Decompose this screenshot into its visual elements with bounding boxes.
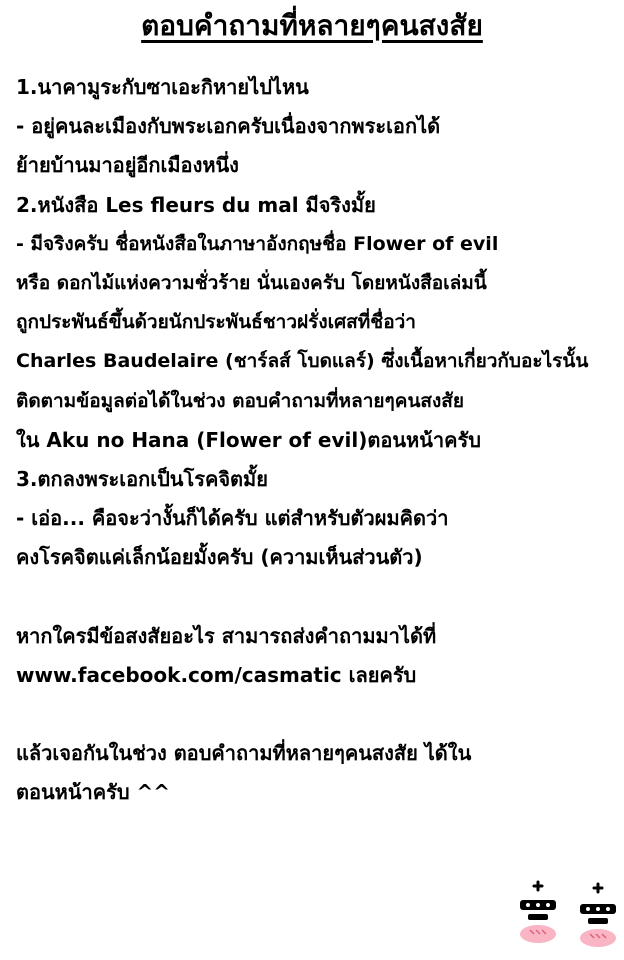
answer-2-line-1: - มีจริงครับ ชื่อหนังสือในภาษาอังกฤษชื่อ Flower of evil xyxy=(16,232,499,255)
answer-3-line-1: - เอ่อ... คือจะว่างั้นก็ได้ครับ แต่สำหรับตัวผมคิดว่า xyxy=(16,506,449,531)
question-3: 3.ตกลงพระเอกเป็นโรคจิตมั้ย xyxy=(16,466,268,491)
contact-line-2: www.facebook.com/casmatic เลยครับ xyxy=(16,662,417,687)
blank-line xyxy=(16,695,620,734)
question-1: 1.นาคามูระกับซาเอะกิหายไปไหน xyxy=(16,75,309,99)
closing-line-1: แล้วเจอกันในช่วง ตอบคำถามที่หลายๆคนสงสัย ได้ใน xyxy=(16,741,472,766)
blushing-face-icon xyxy=(572,882,624,952)
blank-line xyxy=(16,577,620,616)
answer-1-line-1: - อยู่คนละเมืองกับพระเอกครับเนื่องจากพระเอกได้ xyxy=(16,114,441,139)
answer-3-line-2: คงโรคจิตแค่เล็กน้อยมั้งครับ (ความเห็นส่วนตัว) xyxy=(16,545,423,570)
document-body xyxy=(16,68,620,813)
answer-2-line-3: ถูกประพันธ์ขึ้นด้วยนักประพันธ์ชาวฝรั่งเศสที่ชื่อว่า xyxy=(16,311,416,334)
answer-1-line-2: ย้ายบ้านมาอยู่อีกเมืองหนึ่ง xyxy=(16,153,239,178)
answer-2-line-5: ติดตามข้อมูลต่อได้ในช่วง ตอบคำถามที่หลายๆคนสงสัย xyxy=(16,389,465,412)
blushing-face-icon xyxy=(512,880,564,950)
closing-line-2: ตอนหน้าครับ ^^ xyxy=(16,780,171,805)
answer-2-line-6: ใน Aku no Hana (Flower of evil)ตอนหน้าครับ xyxy=(16,427,481,452)
answer-2-line-2: หรือ ดอกไม้แห่งความชั่วร้าย นั่นเองครับ โดยหนังสือเล่มนี้ xyxy=(16,271,487,294)
page-title: ตอบคำถามที่หลายๆคนสงสัย xyxy=(141,9,483,42)
question-2: 2.หนังสือ Les fleurs du mal มีจริงมั้ย xyxy=(16,192,376,217)
answer-2-line-4: Charles Baudelaire (ชาร์ลส์ โบดแลร์) ซึ่งเนื้อหาเกี่ยวกับอะไรนั้น xyxy=(16,350,589,373)
contact-line-1: หากใครมีข้อสงสัยอะไร สามารถส่งคำถามมาได้ที่ xyxy=(16,623,437,648)
